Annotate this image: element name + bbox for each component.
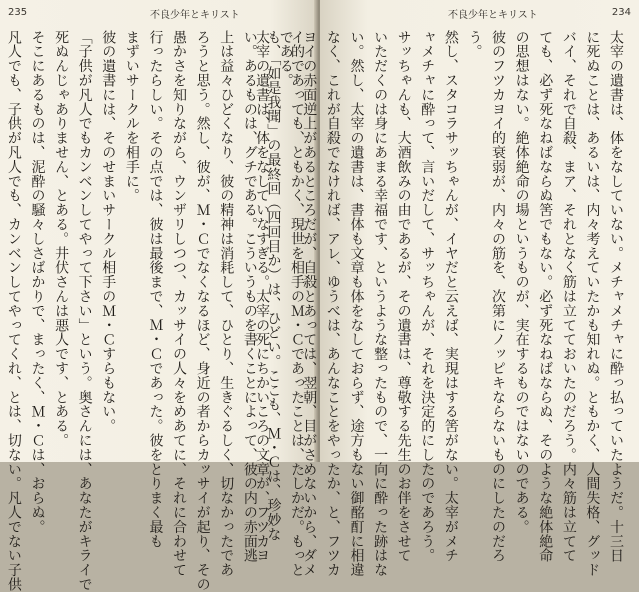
text-line: そこにあるものは、泥酔の騒々しさばかりで、まったく、Ｍ・Ｃは、おらぬ。 bbox=[29, 30, 46, 534]
text-line: 然し、スタコラサッちゃんが、イヤだと云えば、実現はする筈がない。太宰がメチ bbox=[442, 30, 459, 563]
text-line: 「子供が凡人でもカンベンしてやって下さい」という。奥さんには、あなたがキライで bbox=[76, 30, 93, 592]
text-line: なく、これが自殺でなければ、アレ、ゆうべは、あんなことをやったか、と、フツカ bbox=[324, 30, 341, 578]
text-line: う。 bbox=[466, 30, 483, 59]
text-line: まずいサークルを相手に。 bbox=[123, 30, 140, 203]
text-line: に死ぬことは、あるいは、内々考えていたかも知れぬ。ともかく、人間失格、グッド bbox=[584, 30, 601, 578]
text-line: 彼のフツカヨイ的衰弱が、内々の筋を、次第にノッピキならないものにしたのだろ bbox=[490, 30, 507, 563]
text-line: バイ、それで自殺、まア、それとなく筋は立てておいたのだろう。内々筋は立てて bbox=[560, 30, 577, 563]
right-running-head: 不良少年とキリスト bbox=[448, 10, 538, 21]
text-line: イ的であっても、ともかく、現世を相手のＭ・Ｃであったことは、たしかだ。もっと bbox=[289, 30, 305, 578]
left-page-number: 235 bbox=[8, 7, 28, 18]
text-line: 行ったらしい。その点では、彼は最後まで、Ｍ・Ｃであった。彼をとりまく最も bbox=[147, 30, 164, 549]
text-line: である。 bbox=[277, 30, 294, 88]
text-line: 太宰の遺書は、体をなしていなすぎる。太宰の死にちかいころの文章が、フツカヨ bbox=[254, 30, 271, 563]
left-running-head: 不良少年とキリスト bbox=[150, 10, 240, 21]
text-line: ヨイの赤面逆上があるところだが、自殺とあっては、翌朝、目がさめないから、ダメ bbox=[301, 30, 318, 578]
text-line: い。然し、太宰の遺書は、書体も文章も体をなしておらず、途方もない御酩酊に相違 bbox=[348, 30, 365, 578]
text-line: 上は益々ひどくなり、彼の精神は消耗して、ひとり、生きぐるしく、切なかったであ bbox=[218, 30, 235, 578]
text-line: 太宰の遺書は、体をなしていない。メチャメチャに酔っ払っていたようだ。十三日 bbox=[608, 30, 624, 563]
text-line: 彼の遺書には、そのせまいサークル相手のＭ・Ｃすらもない。 bbox=[100, 30, 117, 434]
text-line: 愚かさを知りながら、ウンザリしつつ、カッサイの人々をめあてに、それに合わせて bbox=[171, 30, 188, 578]
text-line: サッちゃんも、大酒飲みの由であるが、その遺書は、尊敬する先生のお伴をさせて bbox=[395, 30, 412, 563]
text-line: 凡人でも、子供が凡人でも、カンベンしてやってくれ、とは、切ない。凡人でない子供 bbox=[5, 30, 22, 592]
text-line: も、「如是我聞」の最終回（四回目か）は、ひどい。ここも、Ｍ・Ｃは、珍妙な bbox=[265, 30, 282, 542]
text-line: ても、必ず死なねばならぬ筈でもない。必ず死なねばならぬ、そのような絶体絶命 bbox=[537, 30, 554, 563]
text-line: い。あるものは、グチである。こういうものを書くことによって、彼の内の赤面逃 bbox=[241, 30, 258, 563]
text-line: ャメチャに酔って、言いだして、サッちゃんが、それを決定的にしたのであろう。 bbox=[419, 30, 436, 563]
text-line: 死ぬんじゃありません、とある。井伏さんは悪人です、とある。 bbox=[53, 30, 70, 448]
text-line: いただくのは身にあまる幸福です、というような整ったもので、一向に酔った跡はな bbox=[372, 30, 389, 578]
right-page-number: 234 bbox=[611, 7, 631, 18]
text-line: の思想はない。絶体絶命の場というものが、実在するものではないのである。 bbox=[513, 30, 530, 534]
text-line: ろうと思う。然し、彼が、Ｍ・Ｃでなくなるほど、身近の者からカッサイが起り、その bbox=[194, 30, 211, 592]
